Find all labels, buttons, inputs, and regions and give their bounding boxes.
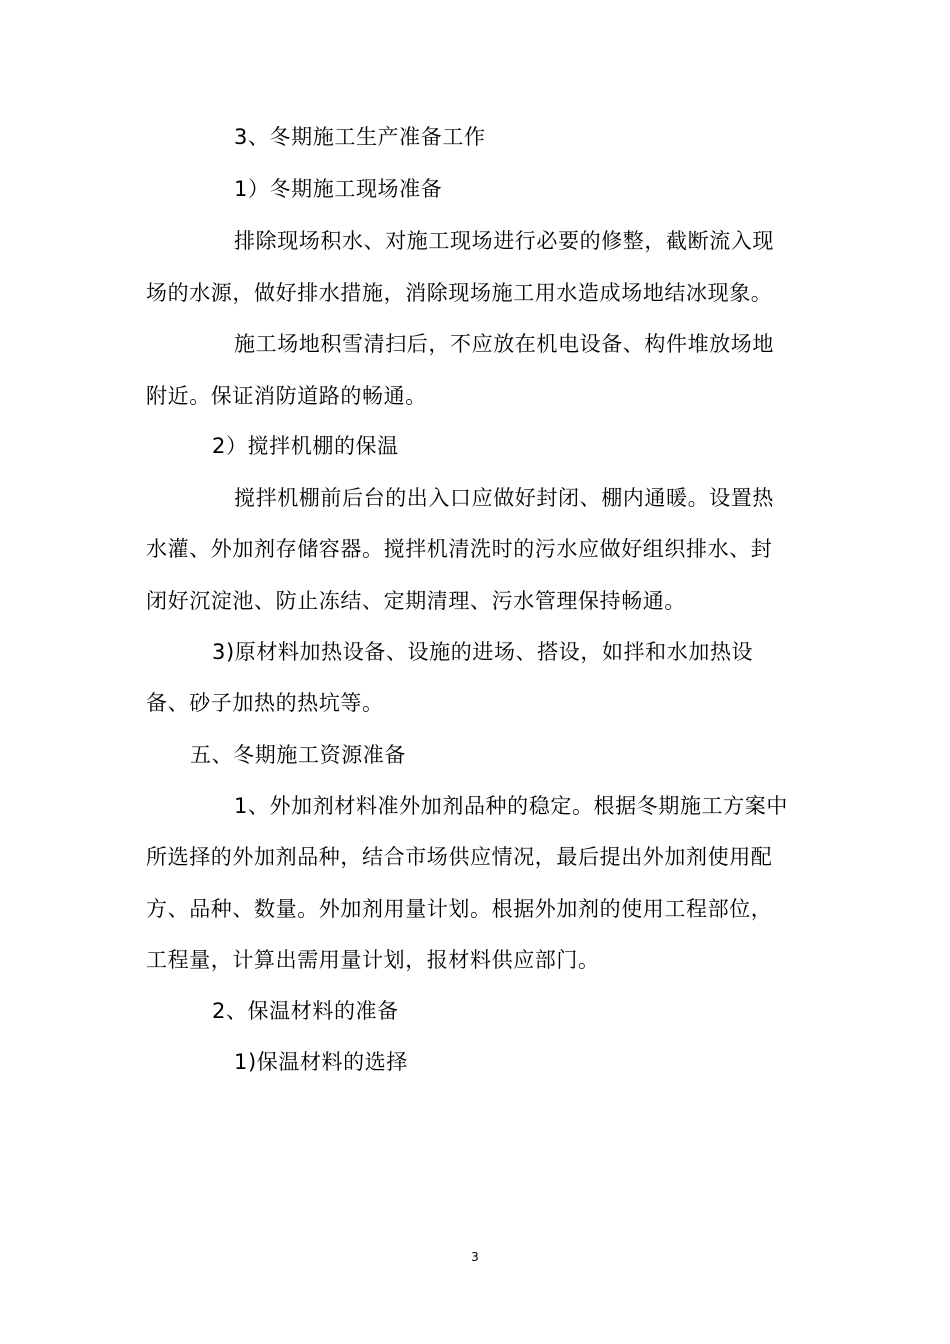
paragraph-line: 闭好沉淀池、防止冻结、定期清理、污水管理保持畅通。 xyxy=(146,589,686,613)
paragraph-line: 施工场地积雪清扫后，不应放在机电设备、构件堆放场地 xyxy=(234,332,774,356)
paragraph-line: 备、砂子加热的热坑等。 xyxy=(146,691,384,715)
paragraph-line: 工程量，计算出需用量计划，报材料供应部门。 xyxy=(146,948,600,972)
paragraph-line: 水灌、外加剂存储容器。搅拌机清洗时的污水应做好组织排水、封 xyxy=(146,537,773,561)
paragraph-line: 附近。保证消防道路的畅通。 xyxy=(146,384,427,408)
page-number: 3 xyxy=(471,1250,479,1264)
paragraph-line: 场的水源，做好排水措施，消除现场施工用水造成场地结冰现象。 xyxy=(146,281,773,305)
paragraph-line: 3)原材料加热设备、设施的进场、搭设，如拌和水加热设 xyxy=(212,640,754,664)
subsection-heading: 2）搅拌机棚的保温 xyxy=(212,434,399,458)
paragraph-line: 1、外加剂材料准外加剂品种的稳定。根据冬期施工方案中 xyxy=(234,794,788,818)
paragraph-line: 排除现场积水、对施工现场进行必要的修整，截断流入现 xyxy=(234,229,774,253)
paragraph-line: 方、品种、数量。外加剂用量计划。根据外加剂的使用工程部位， xyxy=(146,897,773,921)
subsection-heading: 1)保温材料的选择 xyxy=(234,1050,408,1074)
paragraph-line: 搅拌机棚前后台的出入口应做好封闭、棚内通暖。设置热 xyxy=(234,486,774,510)
section-heading: 3、冬期施工生产准备工作 xyxy=(234,125,486,149)
subsection-heading: 1）冬期施工现场准备 xyxy=(234,177,443,201)
section-heading: 五、冬期施工资源准备 xyxy=(190,743,406,767)
subsection-heading: 2、保温材料的准备 xyxy=(212,999,399,1023)
paragraph-line: 所选择的外加剂品种，结合市场供应情况，最后提出外加剂使用配 xyxy=(146,845,773,869)
